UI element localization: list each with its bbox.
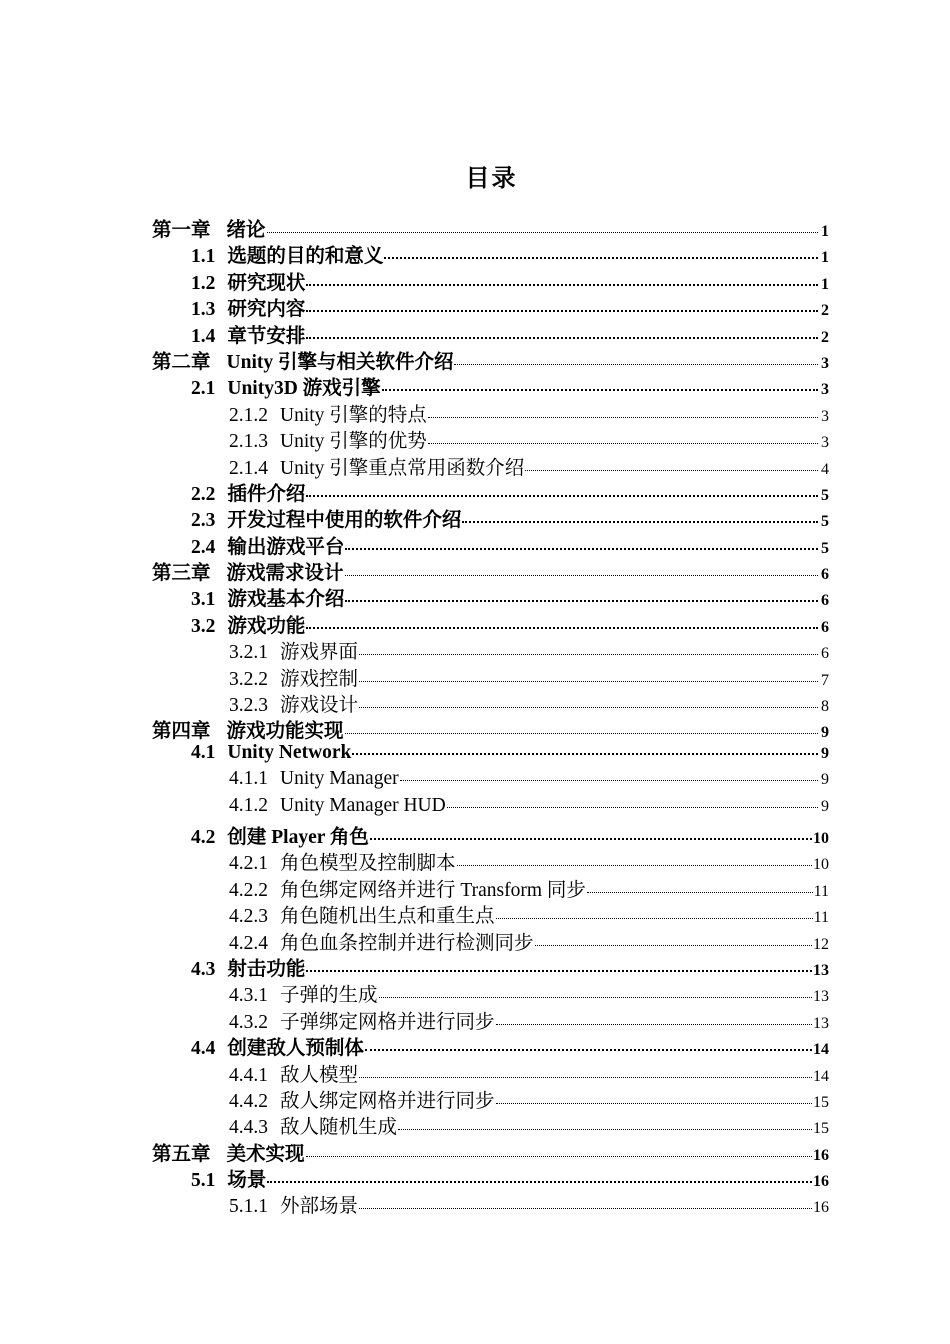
- dot-leader: [496, 918, 813, 919]
- dot-leader: [447, 807, 818, 808]
- toc-entry-title: 子弹绑定网格并进行同步: [280, 1011, 495, 1033]
- toc-entry-title: 游戏控制: [280, 668, 359, 690]
- toc-page-number: 5: [821, 486, 829, 504]
- dot-leader: [382, 389, 818, 391]
- toc-page-number: 3: [821, 407, 829, 425]
- dot-leader: [359, 681, 818, 682]
- dot-leader: [306, 495, 818, 497]
- toc-entry-3-1[interactable]: [152, 583, 829, 609]
- toc-entry-4-2[interactable]: [152, 821, 829, 847]
- toc-entry-number: 4.1.1: [229, 768, 268, 790]
- dot-leader: [370, 838, 812, 840]
- toc-page-number: 7: [821, 671, 829, 689]
- dot-leader: [496, 1024, 812, 1025]
- toc-entry-title: 外部场景: [280, 1196, 359, 1218]
- toc-entry-1-4[interactable]: [152, 320, 829, 346]
- toc-page-number: 3: [821, 381, 829, 399]
- toc-entry-1-3[interactable]: [152, 293, 829, 319]
- dot-leader: [384, 257, 818, 259]
- dot-leader: [365, 1049, 812, 1051]
- toc-entry-number: 4.3.2: [229, 1011, 268, 1033]
- toc-entry-title: 游戏功能: [227, 615, 306, 637]
- toc-entry-number: 4.1.2: [229, 794, 268, 816]
- toc-entry-number: 4.3: [191, 958, 216, 980]
- toc-entry-number: 3.2.2: [229, 668, 268, 690]
- toc-entry-title: 敌人模型: [280, 1064, 359, 1086]
- toc-page-number: 1: [821, 223, 829, 240]
- toc-entry-number: 2.3: [191, 510, 216, 532]
- toc-entry-title: 角色绑定网络并进行 Transform 同步: [280, 879, 586, 901]
- toc-entry-title: Unity 引擎与相关软件介绍: [226, 351, 454, 373]
- toc-entry-number: 1.2: [191, 272, 216, 294]
- toc-page-number: 14: [813, 1041, 829, 1059]
- toc-page-number: 1: [821, 275, 829, 293]
- dot-leader: [306, 1156, 812, 1157]
- toc-entry-title: 开发过程中使用的软件介绍: [227, 510, 462, 532]
- toc-entry-4-3[interactable]: [152, 953, 829, 979]
- toc-entry-number: 1.1: [191, 246, 216, 268]
- toc-entry-2-1-4[interactable]: [152, 452, 829, 478]
- toc-entry-1-2[interactable]: [152, 267, 829, 293]
- toc-entry-title: 插件介绍: [227, 483, 306, 505]
- toc-entry-title: 绪论: [226, 220, 266, 241]
- toc-entry-第五章[interactable]: [152, 1138, 829, 1164]
- toc-entry-number: 4.4.3: [229, 1117, 268, 1139]
- toc-page-number: 13: [813, 988, 829, 1006]
- toc-entry-number: 2.1: [191, 378, 216, 400]
- dot-leader: [457, 865, 812, 866]
- toc-page-number: 9: [821, 797, 829, 815]
- toc-entry-number: 4.1: [191, 741, 216, 763]
- toc-entry-4-1[interactable]: [152, 742, 829, 768]
- toc-entry-number: 第二章: [152, 351, 211, 373]
- toc-page-number: 15: [813, 1120, 829, 1138]
- toc-entry-3-2-3[interactable]: [152, 689, 829, 715]
- toc-entry-number: 4.2.3: [229, 906, 268, 928]
- toc-page-number: 9: [821, 724, 829, 742]
- toc-page-number: 13: [813, 1014, 829, 1032]
- toc-page-number: 16: [813, 1173, 829, 1191]
- toc-entry-2-3[interactable]: [152, 504, 829, 530]
- dot-leader: [359, 1077, 812, 1078]
- toc-entry-4-2-2[interactable]: [152, 874, 829, 900]
- toc-entry-title: Unity Network: [227, 741, 352, 763]
- toc-page-number: 3: [821, 354, 829, 372]
- toc-entry-2-1-3[interactable]: [152, 425, 829, 451]
- toc-entry-5-1-1[interactable]: [152, 1190, 829, 1216]
- toc-entry-title: 研究内容: [227, 299, 306, 321]
- toc-entry-title: 章节安排: [227, 325, 306, 347]
- toc-entry-2-1[interactable]: [152, 372, 829, 398]
- toc-entry-4-2-4[interactable]: [152, 927, 829, 953]
- toc-entry-title: 子弹的生成: [280, 985, 378, 1007]
- dot-leader: [306, 970, 812, 972]
- dot-leader: [379, 997, 812, 998]
- dot-leader: [428, 443, 818, 444]
- toc-page-number: 8: [821, 698, 829, 716]
- toc-entry-number: 4.2.4: [229, 932, 268, 954]
- toc-entry-number: 4.3.1: [229, 985, 268, 1007]
- toc-entry-title: Unity Manager: [280, 768, 399, 790]
- toc-entry-title: 场景: [227, 1170, 267, 1192]
- toc-entry-number: 2.1.3: [229, 431, 268, 453]
- toc-entry-title: 敌人绑定网格并进行同步: [280, 1090, 495, 1112]
- dot-leader: [267, 232, 818, 233]
- dot-leader: [345, 733, 818, 734]
- toc-page-number: 12: [813, 935, 829, 953]
- toc-page-number: 5: [821, 513, 829, 531]
- toc-entry-2-4[interactable]: [152, 531, 829, 557]
- toc-entry-title: Unity3D 游戏引擎: [227, 378, 381, 400]
- toc-entry-title: Unity Manager HUD: [280, 794, 446, 816]
- dot-leader: [359, 654, 818, 655]
- toc-entry-title: 输出游戏平台: [227, 536, 345, 558]
- toc-entry-title: 游戏基本介绍: [227, 589, 345, 611]
- toc-entry-title: 敌人随机生成: [280, 1117, 398, 1139]
- toc-entry-4-2-3[interactable]: [152, 900, 829, 926]
- toc-entry-4-2-1[interactable]: [152, 847, 829, 873]
- toc-entry-title: 游戏界面: [280, 642, 359, 664]
- toc-page-number: 9: [821, 744, 829, 762]
- toc-entry-title: 角色血条控制并进行检测同步: [280, 932, 534, 954]
- toc-entry-number: 5.1: [191, 1170, 216, 1192]
- dot-leader: [352, 753, 818, 755]
- toc-page-number: 11: [813, 882, 829, 900]
- toc-entry-2-2[interactable]: [152, 478, 829, 504]
- toc-entry-第四章[interactable]: [152, 715, 829, 741]
- toc-page-number: 3: [821, 434, 829, 452]
- dot-leader: [496, 1103, 812, 1104]
- toc-page-number: 1: [821, 249, 829, 267]
- toc-page-number: 5: [821, 539, 829, 557]
- toc-page-number: 13: [813, 961, 829, 979]
- toc-entry-3-2-2[interactable]: [152, 663, 829, 689]
- table-of-contents: [152, 214, 829, 1217]
- toc-entry-number: 第三章: [152, 563, 211, 585]
- toc-entry-number: 4.4: [191, 1038, 216, 1060]
- toc-entry-number: 1.3: [191, 299, 216, 321]
- dot-leader: [306, 284, 818, 286]
- toc-entry-title: 游戏需求设计: [226, 563, 344, 585]
- toc-entry-3-2[interactable]: [152, 610, 829, 636]
- toc-entry-title: 创建敌人预制体: [227, 1038, 364, 1060]
- toc-entry-number: 4.2.2: [229, 879, 268, 901]
- toc-entry-number: 2.2: [191, 483, 216, 505]
- toc-entry-4-1-1[interactable]: [152, 768, 829, 794]
- dot-leader: [345, 548, 818, 550]
- dot-leader: [345, 600, 818, 602]
- toc-entry-number: 第四章: [152, 721, 211, 743]
- toc-page-number: 11: [813, 909, 829, 927]
- toc-entry-4-4-3[interactable]: [152, 1111, 829, 1137]
- toc-entry-number: 2.1.2: [229, 404, 268, 426]
- toc-page-number: 6: [821, 645, 829, 663]
- toc-entry-number: 第五章: [152, 1143, 211, 1165]
- toc-entry-4-1-2[interactable]: [152, 795, 829, 821]
- toc-entry-number: 2.1.4: [229, 457, 268, 479]
- toc-entry-number: 4.2: [191, 826, 216, 848]
- dot-leader: [306, 627, 818, 629]
- toc-entry-1-1[interactable]: [152, 240, 829, 266]
- toc-entry-number: 4.2.1: [229, 853, 268, 875]
- dot-leader: [267, 1181, 812, 1183]
- page-title: 目录: [465, 166, 518, 192]
- dot-leader: [454, 364, 818, 365]
- toc-entry-number: 5.1.1: [229, 1196, 268, 1218]
- toc-entry-number: 3.2: [191, 615, 216, 637]
- dot-leader: [525, 470, 818, 471]
- toc-entry-title: 射击功能: [227, 958, 306, 980]
- toc-entry-title: 选题的目的和意义: [227, 246, 384, 268]
- toc-entry-title: 创建 Player 角色: [227, 826, 369, 848]
- toc-entry-3-2-1[interactable]: [152, 636, 829, 662]
- toc-entry-title: Unity 引擎的优势: [280, 431, 427, 453]
- toc-entry-title: Unity 引擎的特点: [280, 404, 427, 426]
- toc-page-number: 16: [813, 1199, 829, 1217]
- toc-entry-number: 4.4.1: [229, 1064, 268, 1086]
- toc-page-number: 6: [821, 592, 829, 610]
- toc-page-number: 6: [821, 566, 829, 584]
- toc-entry-5-1[interactable]: [152, 1164, 829, 1190]
- toc-page-number: 10: [813, 856, 829, 874]
- toc-entry-number: 3.2.3: [229, 695, 268, 717]
- toc-entry-4-4[interactable]: [152, 1032, 829, 1058]
- toc-page-number: 4: [821, 460, 829, 478]
- toc-entry-title: 研究现状: [227, 272, 306, 294]
- toc-page-number: 16: [813, 1146, 829, 1164]
- toc-page-number: 2: [821, 328, 829, 346]
- toc-entry-title: Unity 引擎重点常用函数介绍: [280, 457, 525, 479]
- dot-leader: [587, 892, 813, 893]
- toc-entry-number: 2.4: [191, 536, 216, 558]
- toc-entry-4-3-2[interactable]: [152, 1006, 829, 1032]
- toc-entry-title: 角色随机出生点和重生点: [280, 906, 495, 928]
- dot-leader: [306, 310, 818, 312]
- toc-page-number: 14: [813, 1067, 829, 1085]
- toc-entry-4-4-1[interactable]: [152, 1059, 829, 1085]
- toc-entry-title: 美术实现: [226, 1143, 305, 1165]
- toc-entry-title: 游戏设计: [280, 695, 359, 717]
- toc-entry-number: 3.1: [191, 589, 216, 611]
- toc-page-number: 2: [821, 302, 829, 320]
- toc-entry-第三章[interactable]: [152, 557, 829, 583]
- toc-entry-number: 4.4.2: [229, 1090, 268, 1112]
- toc-entry-2-1-2[interactable]: [152, 399, 829, 425]
- toc-entry-number: 第一章: [152, 220, 211, 241]
- toc-page-number: 6: [821, 618, 829, 636]
- toc-entry-number: 1.4: [191, 325, 216, 347]
- dot-leader: [345, 575, 818, 576]
- toc-entry-4-4-2[interactable]: [152, 1085, 829, 1111]
- dot-leader: [428, 417, 818, 418]
- dot-leader: [535, 945, 812, 946]
- dot-leader: [306, 337, 818, 339]
- dot-leader: [359, 1208, 812, 1209]
- toc-entry-4-3-1[interactable]: [152, 979, 829, 1005]
- toc-entry-number: 3.2.1: [229, 642, 268, 664]
- dot-leader: [359, 707, 818, 708]
- toc-page-number: 9: [821, 771, 829, 789]
- toc-entry-第二章[interactable]: [152, 346, 829, 372]
- toc-entry-第一章[interactable]: [152, 214, 829, 240]
- toc-entry-title: 角色模型及控制脚本: [280, 853, 456, 875]
- toc-page-number: 15: [813, 1093, 829, 1111]
- toc-page-number: 10: [813, 829, 829, 847]
- dot-leader: [462, 521, 818, 523]
- dot-leader: [398, 1129, 812, 1130]
- toc-entry-title: 游戏功能实现: [226, 721, 344, 743]
- dot-leader: [400, 780, 818, 781]
